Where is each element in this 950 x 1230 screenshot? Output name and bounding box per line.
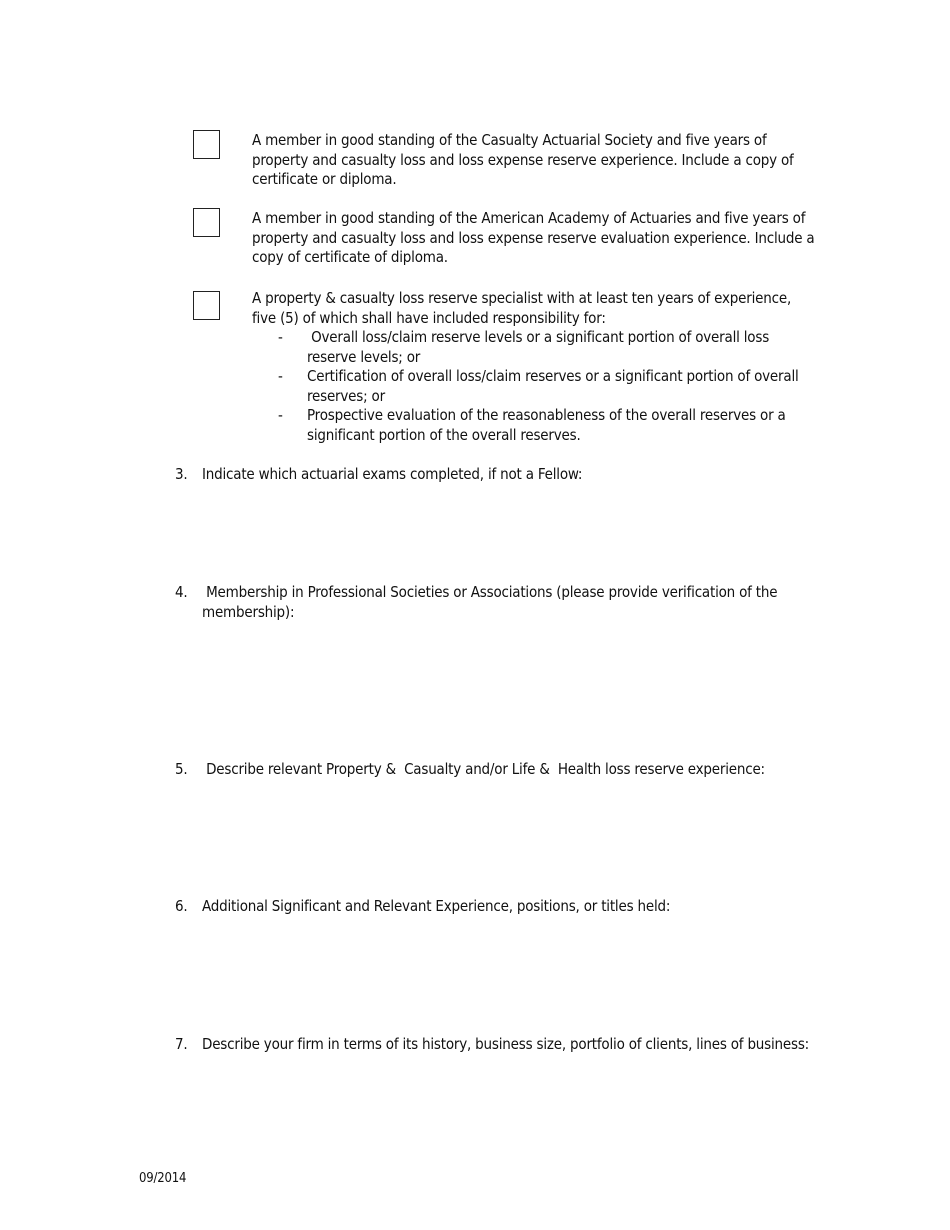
question-number: 4. <box>175 583 188 601</box>
checkbox-cas-member[interactable] <box>193 130 220 159</box>
question-4 <box>175 583 815 622</box>
question-text: Describe relevant Property & Casualty and/or Life & Health loss reserve experience: <box>202 760 765 778</box>
question-5 <box>175 760 815 780</box>
dash-bullet: - <box>278 367 283 385</box>
question-number: 3. <box>175 465 188 483</box>
question-number: 6. <box>175 897 188 915</box>
question-number: 7. <box>175 1035 188 1053</box>
list-item-text: Prospective evaluation of the reasonableness of the overall reserves or a significant portion of the overall reserves. <box>307 406 786 444</box>
checkbox-aaa-member[interactable] <box>193 208 220 237</box>
question-number: 5. <box>175 760 188 778</box>
option-reserve-specialist-text: A property & casualty loss reserve specialist with at least ten years of experience, five (5) of which shall have included responsibility for: <box>252 289 792 327</box>
question-7 <box>175 1035 815 1055</box>
question-6 <box>175 897 815 917</box>
responsibility-list <box>278 328 818 445</box>
question-text: Additional Significant and Relevant Experience, positions, or titles held: <box>202 897 671 915</box>
question-3 <box>175 465 815 485</box>
question-text: Membership in Professional Societies or Associations (please provide verification of the membership): <box>202 583 782 621</box>
dash-bullet: - <box>278 406 283 424</box>
list-item <box>278 406 818 445</box>
option-cas-member-text: A member in good standing of the Casualty Actuarial Society and five years of property and casualty loss and loss expense reserve experience. Include a copy of certificate or diploma. <box>252 131 794 188</box>
dash-bullet: - <box>278 328 283 346</box>
list-item <box>278 328 818 367</box>
list-item <box>278 367 818 406</box>
question-text: Describe your firm in terms of its history, business size, portfolio of clients, lines of business: <box>202 1035 810 1053</box>
checkbox-reserve-specialist[interactable] <box>193 291 220 320</box>
footer-date: 09/2014 <box>139 1171 187 1186</box>
question-text: Indicate which actuarial exams completed, if not a Fellow: <box>202 465 583 483</box>
list-item-text: Certification of overall loss/claim reserves or a significant portion of overall reserves; or <box>307 367 799 405</box>
option-aaa-member-text: A member in good standing of the American Academy of Actuaries and five years of property and casualty loss and loss expense reserve evaluation experience. Include a copy of certificate of diploma. <box>252 209 815 266</box>
list-item-text: Overall loss/claim reserve levels or a significant portion of overall loss reserve levels; or <box>307 328 774 366</box>
